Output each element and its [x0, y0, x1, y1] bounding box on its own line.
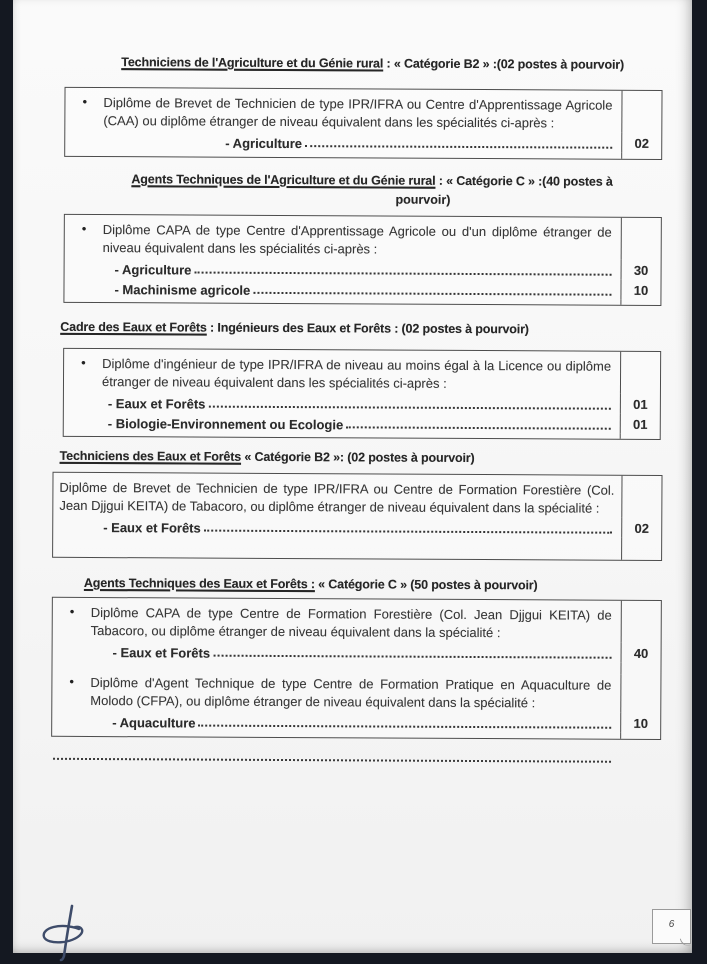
section-heading-techniciens-agriculture	[55, 53, 665, 75]
diploma-intro	[53, 598, 621, 643]
table-row	[65, 215, 661, 260]
posts-count: 10	[620, 280, 660, 300]
page-number: 6	[668, 919, 675, 930]
diploma-intro	[52, 672, 620, 713]
heading-rest-text: : Ingénieurs des Eaux et Forêts : (02 postes à pourvoir)	[206, 320, 529, 337]
bullet-icon: •	[69, 603, 75, 619]
diploma-intro-text: Diplôme de Brevet de Technicien de type IPR/IFRA ou Centre d'Apprentissage Agricole (CAA) ou diplôme étranger de niveau équivalent dans les spécialités ci-après :	[103, 95, 613, 131]
requirements-table-5	[51, 597, 662, 740]
heading-rest-text: : « Catégorie B2 » :(02 postes à pourvoir)	[383, 56, 625, 72]
corner-curl-icon	[680, 936, 693, 949]
heading-underlined-text: Cadre des Eaux et Forêts	[60, 319, 207, 335]
diploma-intro	[65, 88, 621, 133]
diploma-intro	[53, 473, 621, 518]
table-row	[52, 672, 660, 713]
requirements-table-4	[52, 472, 662, 561]
heading-underlined-text: Techniciens des Eaux et Forêts	[59, 448, 242, 464]
heading-rest-text: « Catégorie C » (50 postes à pourvoir)	[314, 577, 538, 593]
section-heading-agents-techniques-eaux-forets	[84, 574, 662, 596]
table-row	[64, 349, 660, 394]
bullet-icon: •	[81, 220, 87, 236]
posts-count: 01	[620, 394, 660, 414]
dotted-leader	[208, 406, 610, 410]
dotted-leader	[305, 145, 612, 149]
diploma-intro-text: Diplôme CAPA de type Centre d'Apprentissage Agricole ou d'un diplôme étranger de niveau équivalent dans les spécialités ci-après :	[102, 222, 612, 257]
section-heading-agents-techniques-agriculture	[54, 170, 664, 192]
requirements-table-2	[63, 214, 661, 306]
dotted-leader	[253, 292, 611, 296]
diploma-intro	[65, 215, 621, 260]
section-heading-techniciens-eaux-forets	[60, 447, 663, 469]
dotted-leader	[194, 272, 611, 276]
specialty-label: - Aquaculture	[112, 715, 196, 731]
scanned-page	[13, 0, 692, 953]
page-content	[9, 0, 692, 763]
posts-count: 30	[621, 260, 661, 280]
specialty-label: - Agriculture	[225, 135, 303, 152]
diploma-intro-text: Diplôme d'ingénieur de type IPR/IFRA de niveau au moins égal à la Licence ou diplôme étranger de niveau équivalent dans les spécialités ci-après :	[101, 356, 612, 391]
specialty-label: - Biologie-Environnement ou Ecologie	[107, 416, 344, 433]
requirements-table-1	[64, 87, 662, 160]
bullet-icon: •	[81, 354, 86, 370]
requirements-table-3	[63, 348, 661, 440]
diploma-intro-text: Diplôme de Brevet de Technicien de type IPR/IFRA ou Centre de Formation Forestière (Col. Jean Djjgui KEITA) de Tabacoro, ou diplôme étranger de niveau équivalent dans la spécialité :	[59, 479, 615, 516]
diploma-intro-text: Diplôme CAPA de type Centre de Formation Forestière (Col. Jean Djjgui KEITA) de Tabacoro, ou diplôme étranger de niveau équivalent dans la spécialité :	[90, 604, 612, 641]
heading-wrap-line: pourvoir)	[395, 192, 451, 207]
bullet-icon: •	[82, 93, 88, 109]
heading-rest-text: : « Catégorie C » :(40 postes à	[435, 173, 613, 189]
posts-count: 01	[620, 414, 660, 434]
dotted-separator	[53, 758, 611, 763]
handwritten-initial-ink	[33, 902, 103, 964]
heading-underlined-text: Agents Techniques de l'Agriculture et du Génie rural	[131, 172, 436, 188]
dotted-leader	[346, 426, 611, 429]
posts-count: 02	[621, 518, 661, 538]
dotted-leader	[204, 530, 612, 534]
table-row	[53, 535, 661, 560]
table-row	[53, 598, 661, 643]
heading-underlined-text: Techniciens de l'Agriculture et du Génie rural	[121, 55, 384, 71]
specialty-label: - Machinisme agricole	[114, 282, 251, 298]
posts-count: 40	[621, 643, 661, 663]
page-number-box	[652, 909, 691, 944]
bullet-icon: •	[69, 673, 75, 689]
specialty-label: - Eaux et Forêts	[107, 396, 206, 412]
diploma-intro	[64, 349, 620, 394]
table-row	[53, 473, 661, 518]
posts-count-cell	[621, 91, 661, 133]
specialty-label: - Eaux et Forêts	[112, 645, 211, 661]
posts-count: 10	[620, 713, 660, 733]
specialty-label: - Eaux et Forêts	[103, 520, 201, 536]
dotted-leader	[213, 655, 611, 659]
specialty-label: - Agriculture	[114, 262, 192, 278]
heading-rest-text: « Catégorie B2 »: (02 postes à pourvoir)	[241, 449, 475, 466]
diploma-intro-text: Diplôme d'Agent Technique de type Centre de Formation Pratique en Aquaculture de Molodo (CFPA), ou diplôme étranger de niveau équivalent dans la spécialité :	[90, 674, 612, 711]
section-heading-cadre-eaux-forets	[60, 318, 663, 340]
heading-underlined-text: Agents Techniques des Eaux et Forêts :	[83, 575, 315, 592]
table-row	[65, 88, 661, 133]
dotted-leader	[199, 725, 612, 729]
posts-count: 02	[621, 133, 661, 153]
